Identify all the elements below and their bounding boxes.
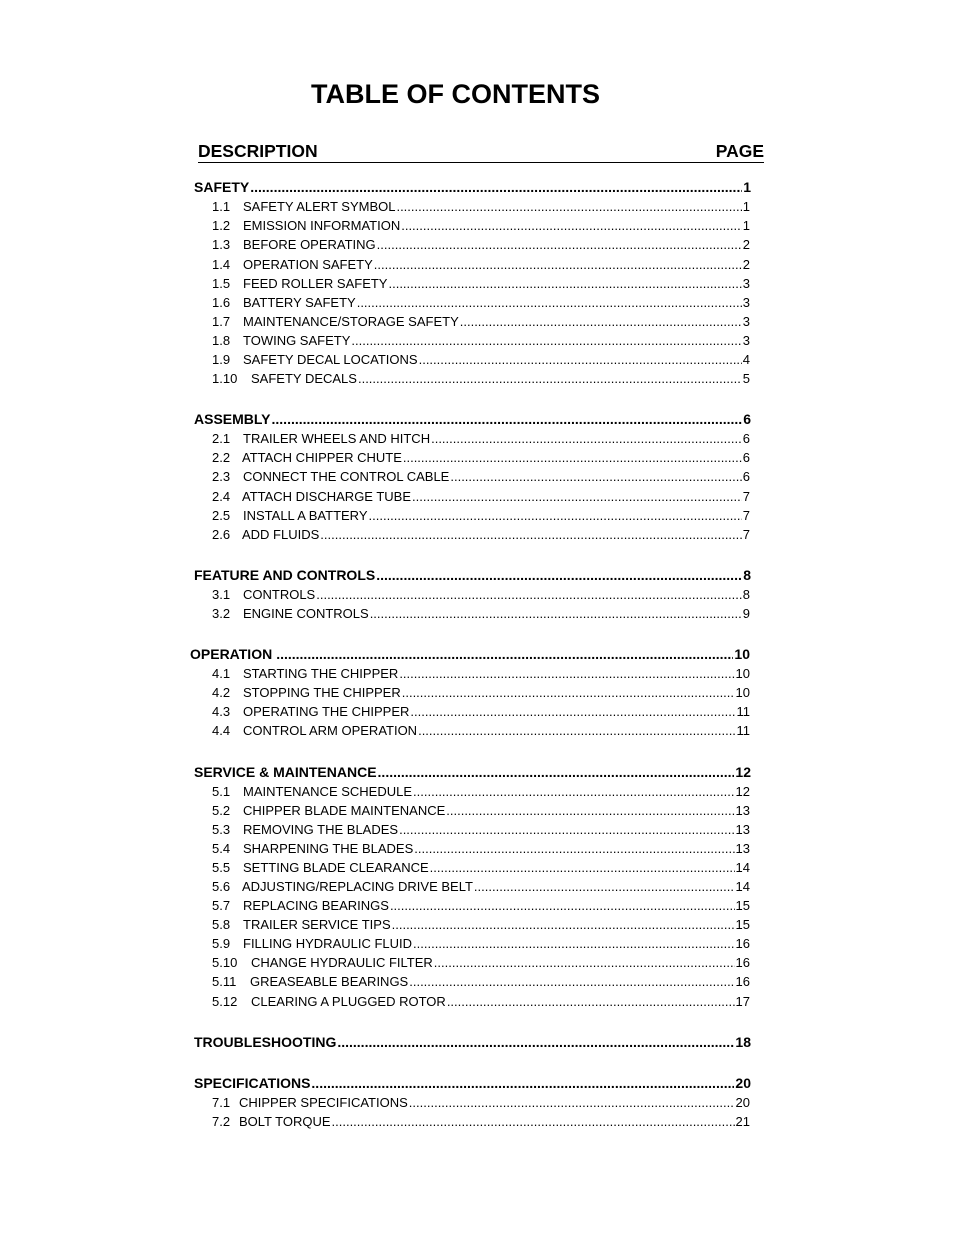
toc-section-page: 10 bbox=[734, 646, 750, 662]
toc-entry-number: 5.10 bbox=[212, 955, 238, 970]
dot-leader bbox=[276, 645, 733, 664]
toc-entry-page: 13 bbox=[735, 803, 750, 818]
toc-entry-number: 4.4 bbox=[212, 723, 231, 738]
toc-entry[interactable] bbox=[212, 449, 750, 467]
dot-leader bbox=[399, 821, 734, 839]
dot-leader bbox=[370, 605, 742, 623]
toc-entry-label: ATTACH CHIPPER CHUTE bbox=[242, 450, 402, 465]
dot-leader bbox=[250, 178, 742, 197]
toc-entry-label: REMOVING THE BLADES bbox=[243, 822, 399, 837]
dot-leader bbox=[460, 313, 742, 331]
toc-entry-label: SAFETY DECALS bbox=[251, 371, 357, 386]
toc-entry-label: REPLACING BEARINGS bbox=[243, 898, 389, 913]
toc-entry-number: 4.3 bbox=[212, 704, 231, 719]
toc-entry-number: 5.7 bbox=[212, 898, 231, 913]
dot-leader bbox=[409, 973, 734, 991]
dot-leader bbox=[378, 763, 735, 782]
dot-leader bbox=[418, 722, 735, 740]
dot-leader bbox=[399, 665, 734, 683]
dot-leader bbox=[376, 566, 742, 585]
toc-section-page: 6 bbox=[743, 411, 751, 427]
column-header-row bbox=[198, 140, 764, 163]
page-title: TABLE OF CONTENTS bbox=[311, 79, 600, 109]
toc-entry-page: 10 bbox=[735, 685, 750, 700]
dot-leader bbox=[388, 275, 741, 293]
page-column-header: PAGE bbox=[715, 141, 764, 161]
dot-leader bbox=[447, 993, 735, 1011]
toc-entry-number: 7.1 bbox=[212, 1095, 231, 1110]
dot-leader bbox=[474, 878, 735, 896]
dot-leader bbox=[396, 198, 741, 216]
dot-leader bbox=[434, 954, 735, 972]
dot-leader bbox=[402, 684, 735, 702]
toc-entry[interactable] bbox=[212, 488, 750, 506]
dot-leader bbox=[403, 449, 742, 467]
toc-section-safety[interactable] bbox=[194, 178, 751, 197]
toc-section-specifications[interactable] bbox=[194, 1074, 751, 1093]
toc-entry-number: 4.2 bbox=[212, 685, 231, 700]
toc-entry-label: CHIPPER BLADE MAINTENANCE bbox=[243, 803, 446, 818]
toc-entry-label: FEED ROLLER SAFETY bbox=[243, 276, 388, 291]
toc-entry-page: 1 bbox=[742, 218, 750, 233]
toc-entry-label: ADD FLUIDS bbox=[242, 527, 320, 542]
toc-section-title: OPERATION bbox=[190, 646, 273, 662]
toc-entry-number: 5.8 bbox=[212, 917, 231, 932]
toc-entry-label: SHARPENING THE BLADES bbox=[243, 841, 414, 856]
toc-entry[interactable] bbox=[212, 973, 750, 991]
toc-entry-number: 1.8 bbox=[212, 333, 231, 348]
toc-entry-label: GREASEABLE BEARINGS bbox=[250, 974, 409, 989]
toc-entry-number: 2.2 bbox=[212, 450, 231, 465]
toc-entry[interactable] bbox=[212, 897, 750, 915]
toc-section-page: 18 bbox=[735, 1034, 751, 1050]
toc-entry[interactable] bbox=[212, 722, 750, 740]
toc-section-service-maintenance[interactable] bbox=[194, 763, 751, 782]
toc-entry-page: 10 bbox=[735, 666, 750, 681]
toc-entry-number: 2.4 bbox=[212, 489, 231, 504]
toc-entry-label: SETTING BLADE CLEARANCE bbox=[243, 860, 429, 875]
toc-section-assembly[interactable] bbox=[194, 410, 751, 429]
toc-section-page: 20 bbox=[735, 1075, 751, 1091]
toc-section-page: 8 bbox=[743, 567, 751, 583]
toc-entry-page: 7 bbox=[742, 508, 750, 523]
toc-entry-page: 21 bbox=[735, 1114, 750, 1129]
toc-entry-number: 5.1 bbox=[212, 784, 231, 799]
dot-leader bbox=[430, 859, 735, 877]
toc-entry-label: CHANGE HYDRAULIC FILTER bbox=[251, 955, 433, 970]
toc-entry-label: CONTROL ARM OPERATION bbox=[243, 723, 418, 738]
toc-entry-label: BEFORE OPERATING bbox=[243, 237, 376, 252]
dot-leader bbox=[414, 840, 734, 858]
toc-entry-label: OPERATING THE CHIPPER bbox=[243, 704, 410, 719]
toc-entry-page: 15 bbox=[735, 898, 750, 913]
toc-entry[interactable] bbox=[212, 783, 750, 801]
toc-entry-page: 7 bbox=[742, 489, 750, 504]
toc-entry[interactable] bbox=[212, 313, 750, 331]
toc-entry-page: 17 bbox=[735, 994, 750, 1009]
toc-entry-page: 9 bbox=[742, 606, 750, 621]
toc-entry[interactable] bbox=[212, 275, 750, 293]
toc-entry-page: 6 bbox=[742, 469, 750, 484]
toc-entry-number: 2.3 bbox=[212, 469, 231, 484]
toc-entry-page: 6 bbox=[742, 431, 750, 446]
toc-entry[interactable] bbox=[212, 294, 750, 312]
toc-entry-page: 11 bbox=[736, 704, 750, 719]
toc-entry[interactable] bbox=[212, 370, 750, 388]
toc-entry[interactable] bbox=[212, 1113, 750, 1131]
dot-leader bbox=[450, 468, 741, 486]
toc-entry-label: CONNECT THE CONTROL CABLE bbox=[243, 469, 450, 484]
toc-entry-number: 4.1 bbox=[212, 666, 231, 681]
toc-entry-label: INSTALL A BATTERY bbox=[243, 508, 368, 523]
toc-section-page: 12 bbox=[735, 764, 751, 780]
toc-entry-number: 5.11 bbox=[212, 974, 237, 989]
toc-entry-number: 2.5 bbox=[212, 508, 231, 523]
toc-entry[interactable] bbox=[212, 1094, 750, 1112]
toc-entry[interactable] bbox=[212, 507, 750, 525]
toc-entry[interactable] bbox=[212, 703, 750, 721]
toc-entry-page: 2 bbox=[742, 237, 750, 252]
toc-section-title: ASSEMBLY bbox=[194, 411, 271, 427]
toc-entry-page: 6 bbox=[742, 450, 750, 465]
toc-entry-number: 5.12 bbox=[212, 994, 238, 1009]
dot-leader bbox=[337, 1033, 734, 1052]
toc-entry-page: 13 bbox=[735, 841, 750, 856]
dot-leader bbox=[358, 370, 742, 388]
dot-leader bbox=[446, 802, 734, 820]
toc-entry-page: 11 bbox=[736, 723, 750, 738]
toc-entry[interactable] bbox=[212, 468, 750, 486]
toc-entry-label: BATTERY SAFETY bbox=[243, 295, 356, 310]
toc-entry[interactable] bbox=[212, 332, 750, 350]
dot-leader bbox=[272, 410, 743, 429]
toc-entry[interactable] bbox=[212, 198, 750, 216]
dot-leader bbox=[332, 1113, 735, 1131]
toc-entry-label: STARTING THE CHIPPER bbox=[243, 666, 399, 681]
toc-entry-number: 5.6 bbox=[212, 879, 231, 894]
toc-entry-number: 1.10 bbox=[212, 371, 238, 386]
toc-entry-number: 2.1 bbox=[212, 431, 231, 446]
dot-leader bbox=[412, 488, 742, 506]
toc-entry-number: 1.7 bbox=[212, 314, 231, 329]
toc-entry-number: 1.9 bbox=[212, 352, 231, 367]
toc-entry-label: ATTACH DISCHARGE TUBE bbox=[242, 489, 412, 504]
toc-entry[interactable] bbox=[212, 256, 750, 274]
toc-entry-label: TOWING SAFETY bbox=[243, 333, 351, 348]
toc-entry-number: 1.4 bbox=[212, 257, 231, 272]
toc-entry-label: CHIPPER SPECIFICATIONS bbox=[239, 1095, 408, 1110]
toc-entry-label: TRAILER WHEELS AND HITCH bbox=[243, 431, 431, 446]
toc-entry-label: BOLT TORQUE bbox=[239, 1114, 331, 1129]
toc-entry-number: 5.4 bbox=[212, 841, 231, 856]
toc-entry-label: EMISSION INFORMATION bbox=[243, 218, 401, 233]
toc-entry[interactable] bbox=[212, 430, 750, 448]
toc-entry-label: ENGINE CONTROLS bbox=[243, 606, 369, 621]
toc-entry-label: FILLING HYDRAULIC FLUID bbox=[243, 936, 413, 951]
toc-section-title: FEATURE AND CONTROLS bbox=[194, 567, 376, 583]
toc-entry-page: 5 bbox=[742, 371, 750, 386]
dot-leader bbox=[431, 430, 742, 448]
toc-entry[interactable] bbox=[212, 954, 750, 972]
toc-entry-page: 15 bbox=[735, 917, 750, 932]
toc-section-page: 1 bbox=[743, 179, 751, 195]
toc-entry-label: CONTROLS bbox=[243, 587, 316, 602]
toc-entry[interactable] bbox=[212, 665, 750, 683]
toc-entry-page: 16 bbox=[735, 955, 750, 970]
toc-entry-page: 14 bbox=[735, 879, 750, 894]
toc-entry-page: 8 bbox=[742, 587, 750, 602]
toc-entry-number: 1.6 bbox=[212, 295, 231, 310]
dot-leader bbox=[390, 897, 735, 915]
toc-entry-number: 5.3 bbox=[212, 822, 231, 837]
dot-leader bbox=[374, 256, 742, 274]
toc-entry-page: 3 bbox=[742, 295, 750, 310]
dot-leader bbox=[316, 586, 742, 604]
toc-entry[interactable] bbox=[212, 586, 750, 604]
toc-entry-number: 1.1 bbox=[212, 199, 231, 214]
toc-section-feature-and-controls[interactable] bbox=[194, 566, 751, 585]
dot-leader bbox=[410, 703, 735, 721]
toc-entry-number: 2.6 bbox=[212, 527, 231, 542]
toc-entry-label: TRAILER SERVICE TIPS bbox=[243, 917, 391, 932]
toc-section-title: SAFETY bbox=[194, 179, 250, 195]
toc-section-title: SPECIFICATIONS bbox=[194, 1075, 311, 1091]
toc-section-operation[interactable] bbox=[190, 645, 750, 664]
toc-entry[interactable] bbox=[212, 605, 750, 623]
dot-leader bbox=[413, 783, 735, 801]
toc-entry-page: 13 bbox=[735, 822, 750, 837]
toc-entry[interactable] bbox=[212, 916, 750, 934]
toc-entry-label: SAFETY DECAL LOCATIONS bbox=[243, 352, 418, 367]
dot-leader bbox=[377, 236, 742, 254]
toc-entry-label: CLEARING A PLUGGED ROTOR bbox=[251, 994, 446, 1009]
toc-entry-page: 1 bbox=[742, 199, 750, 214]
description-column-header: DESCRIPTION bbox=[198, 141, 318, 161]
toc-entry-page: 7 bbox=[742, 527, 750, 542]
dot-leader bbox=[311, 1074, 734, 1093]
toc-entry-page: 3 bbox=[742, 314, 750, 329]
toc-entry[interactable] bbox=[212, 351, 750, 369]
toc-entry-label: OPERATION SAFETY bbox=[243, 257, 373, 272]
toc-entry-number: 1.5 bbox=[212, 276, 231, 291]
toc-entry-page: 2 bbox=[742, 257, 750, 272]
toc-entry[interactable] bbox=[212, 802, 750, 820]
toc-entry[interactable] bbox=[212, 236, 750, 254]
toc-entry[interactable] bbox=[212, 993, 750, 1011]
toc-entry-page: 16 bbox=[735, 974, 750, 989]
toc-entry-number: 7.2 bbox=[212, 1114, 231, 1129]
toc-entry-number: 5.5 bbox=[212, 860, 231, 875]
toc-entry-number: 5.2 bbox=[212, 803, 231, 818]
toc-entry[interactable] bbox=[212, 684, 750, 702]
dot-leader bbox=[369, 507, 742, 525]
toc-entry[interactable] bbox=[212, 526, 750, 544]
toc-entry-number: 1.2 bbox=[212, 218, 231, 233]
toc-entry[interactable] bbox=[212, 935, 750, 953]
toc-entry-number: 3.1 bbox=[212, 587, 231, 602]
toc-entry-page: 12 bbox=[735, 784, 750, 799]
dot-leader bbox=[392, 916, 735, 934]
toc-entry-page: 16 bbox=[735, 936, 750, 951]
toc-entry-page: 3 bbox=[742, 276, 750, 291]
toc-entry[interactable] bbox=[212, 878, 750, 896]
toc-entry[interactable] bbox=[212, 217, 750, 235]
toc-entry[interactable] bbox=[212, 821, 750, 839]
toc-section-title: SERVICE & MAINTENANCE bbox=[194, 764, 377, 780]
dot-leader bbox=[320, 526, 741, 544]
toc-entry-number: 5.9 bbox=[212, 936, 231, 951]
dot-leader bbox=[413, 935, 734, 953]
toc-section-title: TROUBLESHOOTING bbox=[194, 1034, 337, 1050]
toc-entry-page: 4 bbox=[742, 352, 750, 367]
toc-entry-number: 1.3 bbox=[212, 237, 231, 252]
toc-entry-page: 20 bbox=[735, 1095, 750, 1110]
toc-entry-label: ADJUSTING/REPLACING DRIVE BELT bbox=[242, 879, 473, 894]
dot-leader bbox=[401, 217, 742, 235]
toc-entry-number: 3.2 bbox=[212, 606, 231, 621]
toc-section-troubleshooting[interactable] bbox=[194, 1033, 751, 1052]
dot-leader bbox=[419, 351, 742, 369]
toc-entry[interactable] bbox=[212, 859, 750, 877]
toc-entry[interactable] bbox=[212, 840, 750, 858]
toc-entry-label: SAFETY ALERT SYMBOL bbox=[243, 199, 396, 214]
toc-entry-page: 3 bbox=[742, 333, 750, 348]
dot-leader bbox=[351, 332, 741, 350]
dot-leader bbox=[409, 1094, 735, 1112]
toc-entry-page: 14 bbox=[735, 860, 750, 875]
dot-leader bbox=[357, 294, 742, 312]
toc-entry-label: STOPPING THE CHIPPER bbox=[243, 685, 401, 700]
toc-entry-label: MAINTENANCE/STORAGE SAFETY bbox=[243, 314, 459, 329]
toc-entry-label: MAINTENANCE SCHEDULE bbox=[243, 784, 413, 799]
